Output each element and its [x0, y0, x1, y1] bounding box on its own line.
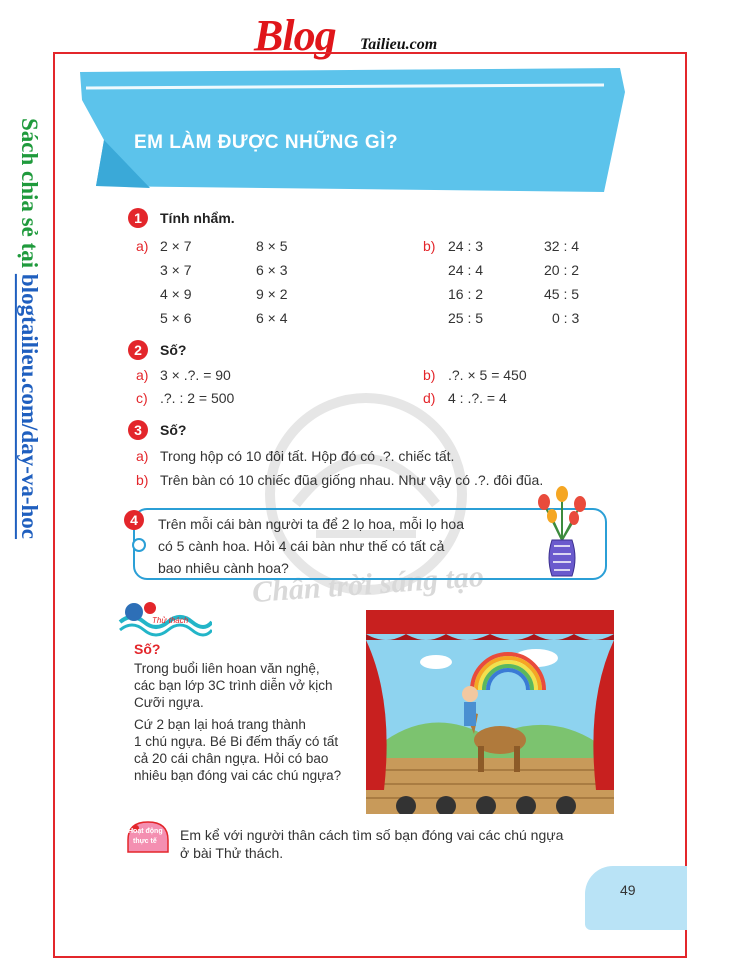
- challenge-paragraph-2: [134, 716, 356, 784]
- text-line: Cưỡi ngựa.: [134, 695, 204, 710]
- calc-item: 16 : 2: [448, 286, 484, 302]
- challenge-paragraph-1: [134, 660, 356, 711]
- section-1-a-label: a): [136, 238, 149, 254]
- section-3-a-label: a): [136, 448, 149, 464]
- logo-blog-text: Blog: [254, 11, 336, 60]
- section-4-number: 4: [124, 510, 144, 530]
- section-2-b-label: b): [423, 367, 436, 383]
- text-line: Trên mỗi cái bàn người ta để 2 lọ hoa, mỗi lọ hoa: [158, 516, 464, 532]
- stage-illustration: [366, 610, 614, 814]
- calc-item: 5 × 6: [160, 310, 192, 326]
- section-3-title: Số?: [160, 422, 187, 438]
- text-line: nhiêu bạn đóng vai các chú ngựa?: [134, 768, 342, 783]
- page-title: EM LÀM ĐƯỢC NHỮNG GÌ?: [134, 132, 399, 153]
- section-2-a-label: a): [136, 367, 149, 383]
- text-line: bao nhiêu cành hoa?: [158, 560, 289, 576]
- section-3-b-text: Trên bàn có 10 chiếc đũa giống nhau. Như vậy có .?. đôi đũa.: [160, 472, 544, 488]
- activity-badge-label-2: thực tế: [133, 838, 157, 845]
- calc-item: 9 × 2: [256, 286, 288, 302]
- section-2-b-text: .?. × 5 = 450: [448, 367, 527, 383]
- calc-item: 20 : 2: [544, 262, 580, 278]
- section-3-number: 3: [128, 420, 148, 440]
- title-banner: [0, 0, 729, 200]
- calc-item: 45 : 5: [544, 286, 580, 302]
- calc-item: 3 × 7: [160, 262, 192, 278]
- section-1-number: 1: [128, 208, 148, 228]
- calc-item: 2 × 7: [160, 238, 192, 254]
- calc-item: 6 × 4: [256, 310, 288, 326]
- section-3-a-text: Trong hộp có 10 đôi tất. Hộp đó có .?. chiếc tất.: [160, 448, 455, 464]
- section-4-text: [158, 513, 518, 579]
- calc-item: 6 × 3: [256, 262, 288, 278]
- section-1-title: Tính nhẩm.: [160, 210, 235, 226]
- calc-item: 8 × 5: [256, 238, 288, 254]
- section-2-a-text: 3 × .?. = 90: [160, 367, 231, 383]
- challenge-badge-label: Thử thách: [152, 616, 189, 625]
- section-3-b-label: b): [136, 472, 149, 488]
- text-line: cả 20 cái chân ngựa. Hỏi có bao: [134, 751, 329, 766]
- text-line: Cứ 2 bạn lại hoá trang thành: [134, 717, 306, 732]
- text-line: 1 chú ngựa. Bé Bi đếm thấy có tất: [134, 734, 339, 749]
- box-ring-icon: [132, 538, 146, 552]
- section-1-b-label: b): [423, 238, 436, 254]
- sidebar-text: Sách chia sẻ tại: [17, 118, 42, 274]
- calc-item: 25 : 5: [448, 310, 484, 326]
- text-line: ở bài Thử thách.: [180, 845, 284, 861]
- challenge-title: Số?: [134, 641, 161, 657]
- text-line: các bạn lớp 3C trình diễn vở kịch: [134, 678, 333, 693]
- calc-item: 32 : 4: [544, 238, 580, 254]
- logo-site-text: Tailieu.com: [360, 36, 438, 53]
- text-line: có 5 cành hoa. Hỏi 4 cái bàn như thế có tất cả: [158, 538, 445, 554]
- section-2-c-text: .?. : 2 = 500: [160, 390, 235, 406]
- activity-badge-label-1: Hoạt động: [128, 828, 163, 835]
- section-2-number: 2: [128, 340, 148, 360]
- page-number-tab: [585, 866, 687, 930]
- section-2-title: Số?: [160, 342, 187, 358]
- section-2-d-text: 4 : .?. = 4: [448, 390, 507, 406]
- section-2-c-label: c): [136, 390, 148, 406]
- flower-vase-icon: [524, 484, 600, 580]
- text-line: Em kể với người thân cách tìm số bạn đóng vai các chú ngựa: [180, 827, 564, 843]
- calc-item: 24 : 4: [448, 262, 484, 278]
- text-line: Trong buổi liên hoan văn nghệ,: [134, 661, 320, 676]
- sidebar-link[interactable]: blogtailieu.com/day-va-hoc: [17, 273, 42, 540]
- calc-item: 0 : 3: [552, 310, 580, 326]
- calc-item: 24 : 3: [448, 238, 484, 254]
- activity-text: [180, 826, 610, 862]
- calc-item: 4 × 9: [160, 286, 192, 302]
- section-2-d-label: d): [423, 390, 436, 406]
- watermark-text: Chân trời sáng tạo: [251, 559, 485, 610]
- page-number: 49: [620, 882, 636, 898]
